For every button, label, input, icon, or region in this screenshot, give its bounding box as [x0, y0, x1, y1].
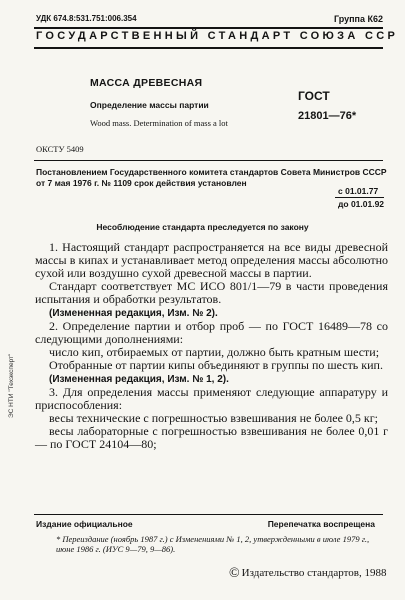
paragraph-7: весы технические с погрешностью взвешивания не более 0,5 кг;	[49, 411, 379, 425]
header-rule-top	[34, 27, 383, 29]
official-edition: Издание официальное	[36, 519, 133, 529]
paragraph-3: 2. Определение партии и отбор проб — по ГОСТ 16489—78 со следующими дополнениями:	[35, 319, 388, 346]
date-to: до 01.01.92	[335, 197, 384, 209]
decree-text: Постановлением Государственного комитета стандартов Совета Министров СССР от 7 мая 1976 г. № 1109 срок действия установлен	[36, 167, 387, 188]
reprint-prohibited: Перепечатка воспрещена	[267, 519, 375, 529]
side-stamp: ЭС НТИ "Техэксперт"	[8, 353, 15, 418]
paragraph-6: 3. Для определения массы применяют следующие аппаратуру и приспособления:	[35, 385, 388, 412]
state-standard-banner: ГОСУДАРСТВЕННЫЙ СТАНДАРТ СОЮЗА ССР	[36, 30, 399, 42]
date-from: с 01.01.77	[338, 186, 379, 196]
body-text	[35, 241, 388, 451]
udk-code: УДК 674.8:531.751:006.354	[36, 14, 137, 23]
gost-label: ГОСТ	[298, 89, 330, 103]
copyright-text: Издательство стандартов, 1988	[241, 567, 387, 579]
paragraph-2: Стандарт соответствует МС ИСО 801/1—79 в части проведения испытания и обработки результатов.	[35, 279, 388, 306]
title-sub: Определение массы партии	[90, 100, 209, 110]
okstu-code: ОКСТУ 5409	[36, 144, 84, 154]
header-rule-bottom	[34, 47, 383, 49]
gost-number: 21801—76*	[298, 110, 357, 122]
paragraph-4: число кип, отбираемых от партии, должно быть кратным шести;	[49, 345, 380, 359]
divider-rule	[34, 160, 383, 161]
title-english: Wood mass. Determination of mass a lot	[90, 118, 228, 128]
paragraph-8: весы лабораторные с погрешностью взвешивания не более 0,01 г — по ГОСТ 24104—80;	[35, 424, 388, 451]
paragraph-5: Отобранные от партии кипы объединяют в группы по шесть кип.	[49, 358, 383, 372]
amendment-label-2: (Измененная редакция, Изм. № 1, 2).	[49, 374, 229, 385]
legal-warning: Несоблюдение стандарта преследуется по закону	[96, 222, 309, 232]
validity-dates	[338, 186, 384, 209]
title-main: МАССА ДРЕВЕСНАЯ	[90, 77, 203, 89]
copyright-icon: ©	[229, 566, 240, 581]
copyright-line	[229, 566, 386, 582]
reissue-note: * Переиздание (ноябрь 1987 г.) с Изменениями № 1, 2, утвержденными в июле 1979 г., июне 1986 г. (ИУС 9—79, 9—86).	[56, 534, 370, 554]
amendment-label-1: (Измененная редакция, Изм. № 2).	[49, 308, 218, 319]
footer-rule	[34, 514, 383, 515]
amendment-note-1	[35, 306, 388, 320]
group-code: Группа К62	[333, 14, 383, 24]
amendment-note-2	[35, 372, 388, 386]
title-block	[90, 77, 228, 128]
paragraph-1: 1. Настоящий стандарт распространяется на все виды древесной массы в кипах и устанавливает метод определения массы абсолютно сухой или воздушно сухой древесной массы в партии.	[35, 240, 388, 280]
